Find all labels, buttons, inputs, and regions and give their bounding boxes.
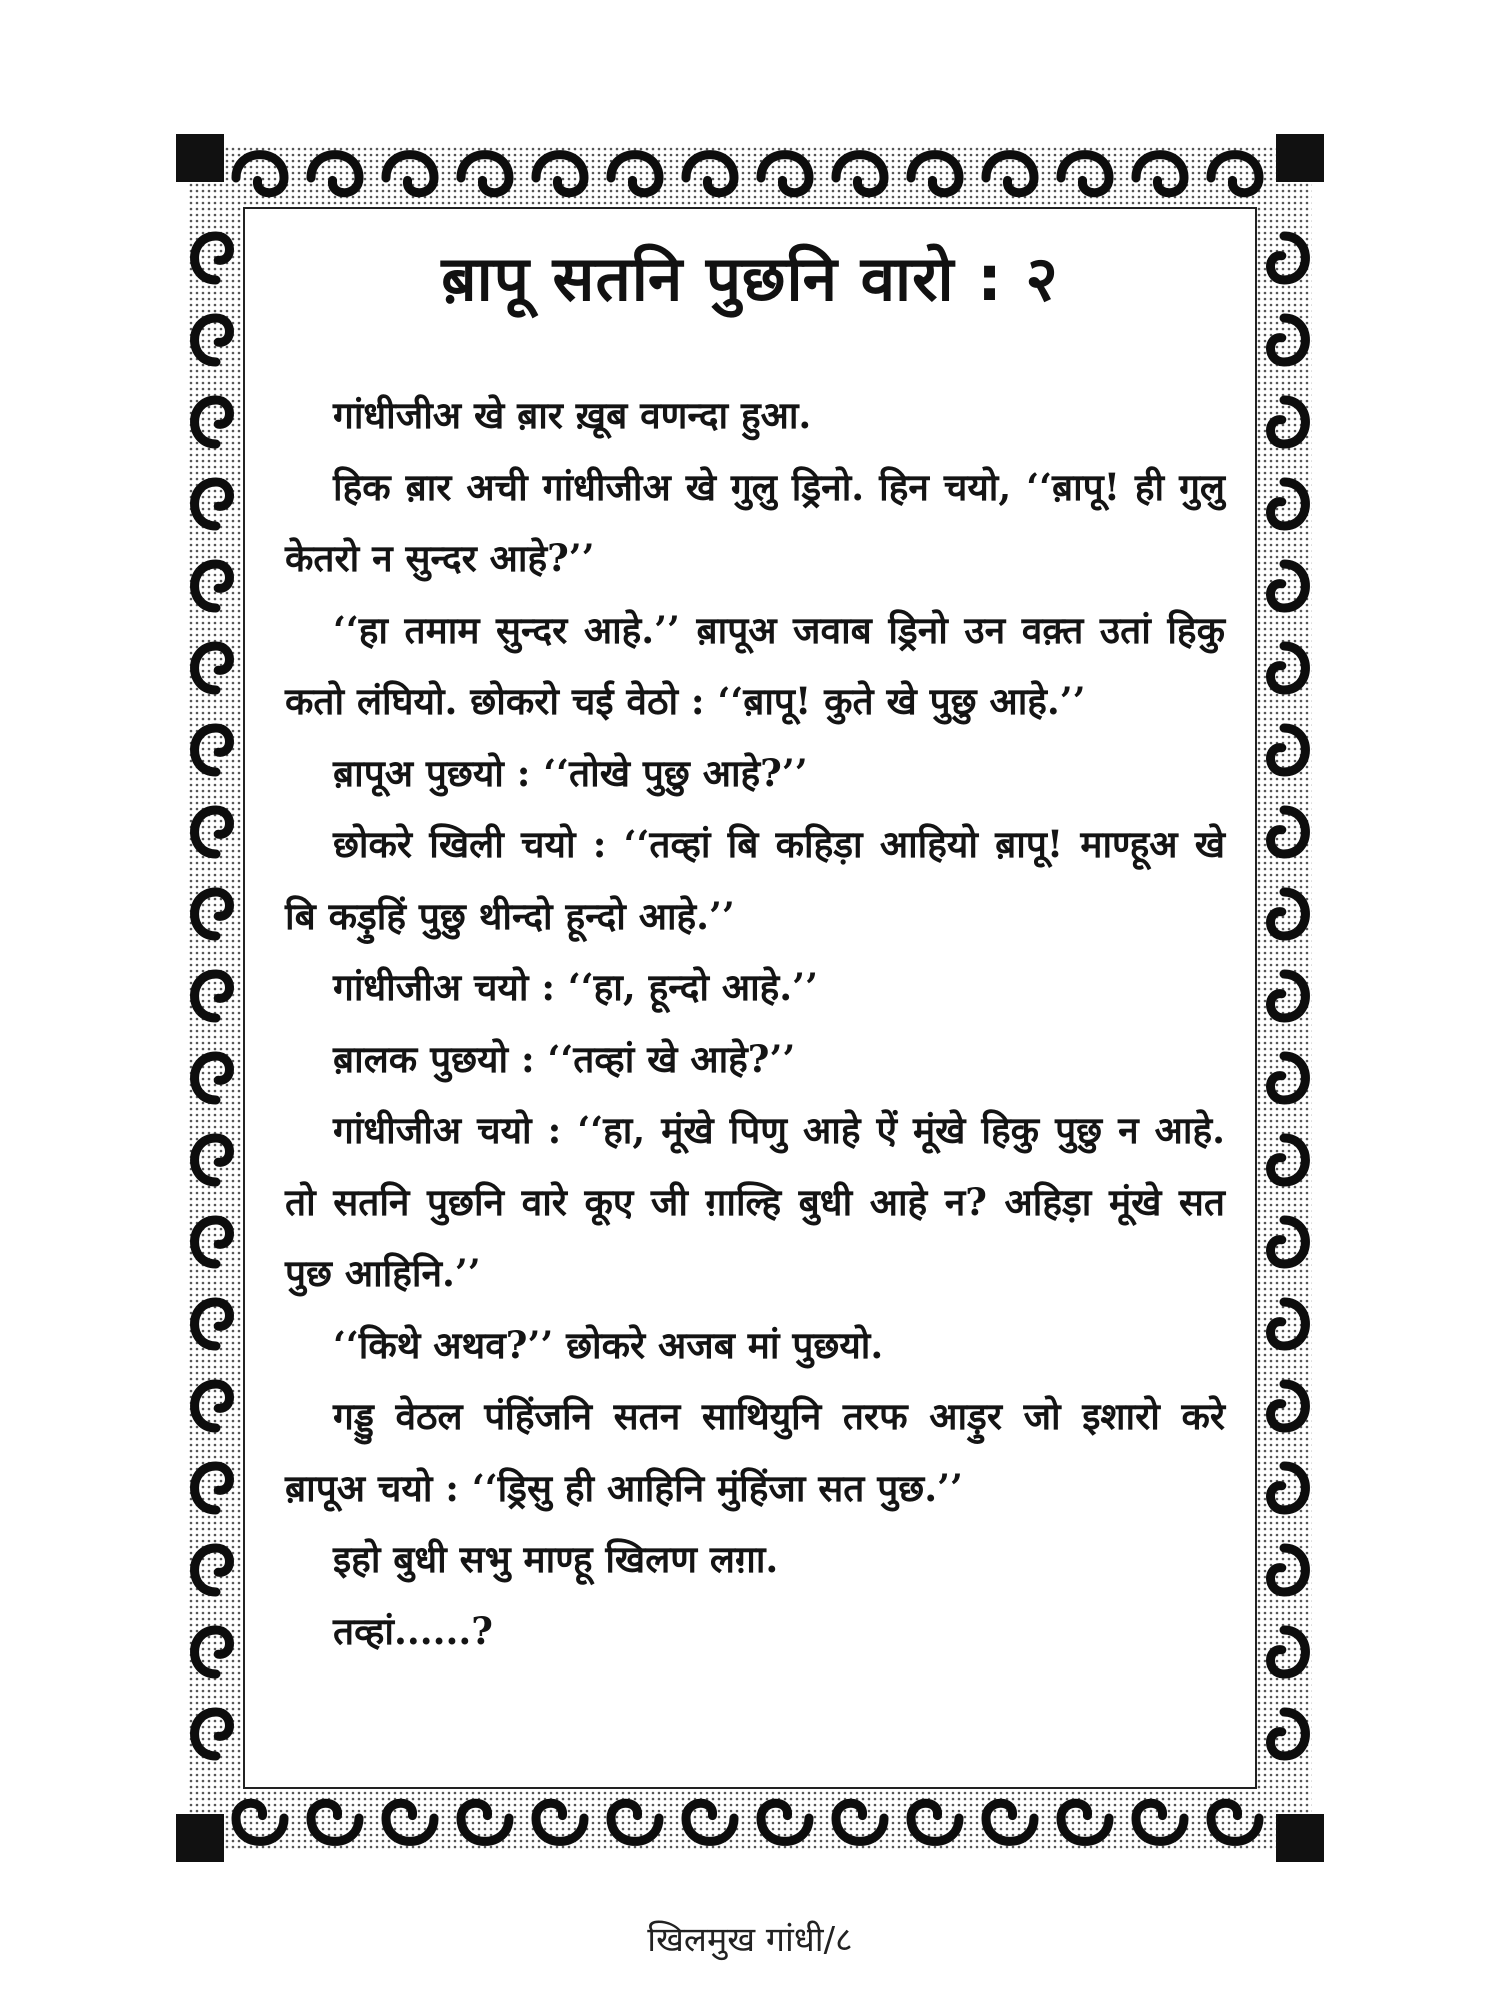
paragraph: गांधीजीअ चयो : ‘‘हा, हून्दो आहे.’’	[333, 965, 818, 1009]
page-title: ब़ापू सतनि पुछनि वारो : २	[441, 242, 1059, 315]
paragraph: इहो बुधी सभु माण्हू खिलण लग़ा.	[333, 1537, 779, 1581]
paragraph: तव्हां......?	[333, 1608, 493, 1653]
paragraph: ‘‘किथे अथव?’’ छोकरे अजब मां पुछयो.	[333, 1322, 884, 1367]
paragraph: गांधीजीअ चयो : ‘‘हा, मूंखे पिणु आहे ऐं मूंखे हिकु पुछु न आहे. तो सतनि पुछनि वारे कूए जी ग़ाल्हि बुधी आहे न? अहिड़ा मूंखे सत पुछ आहिनि.’’	[285, 1108, 1225, 1295]
paragraph: गांधीजीअ खे ब़ार ख़ूब वणन्दा हुआ.	[333, 393, 812, 437]
paragraph: छोकरे खिली चयो : ‘‘तव्हां बि कहिड़ा आहियो ब़ापू! माण्हूअ खे बि कड़ुहिं पुछु थीन्दो हून्दो आहे.’’	[285, 822, 1225, 938]
paragraph: हिक ब़ार अची गांधीजीअ खे गुलु ड्रिनो. हिन चयो, ‘‘ब़ापू! ही गुलु केतरो न सुन्दर आहे?’’	[285, 464, 1225, 580]
paragraph: गड्डु वेठल पंहिंजनि सतन साथियुनि तरफ आड़ुर जो इशारो करे ब़ापूअ चयो : ‘‘ड्रिसु ही आहिनि मुंहिंजा सत पुछ.’’	[285, 1394, 1225, 1510]
paragraph: ब़ालक पुछयो : ‘‘तव्हां खे आहे?’’	[333, 1036, 796, 1081]
paragraph: ‘‘हा तमाम सुन्दर आहे.’’ ब़ापूअ जवाब ड्रिनो उन वक़्त उतां हिकु कतो लंघियो. छोकरो चई वेठो : ‘‘ब़ापू! कुते खे पुछु आहे.’’	[285, 607, 1225, 723]
paragraph: ब़ापूअ पुछयो : ‘‘तोखे पुछु आहे?’’	[333, 750, 808, 795]
page-footer: खिलमुख गांधी/८	[647, 1920, 853, 1960]
story-body	[285, 380, 1225, 1667]
